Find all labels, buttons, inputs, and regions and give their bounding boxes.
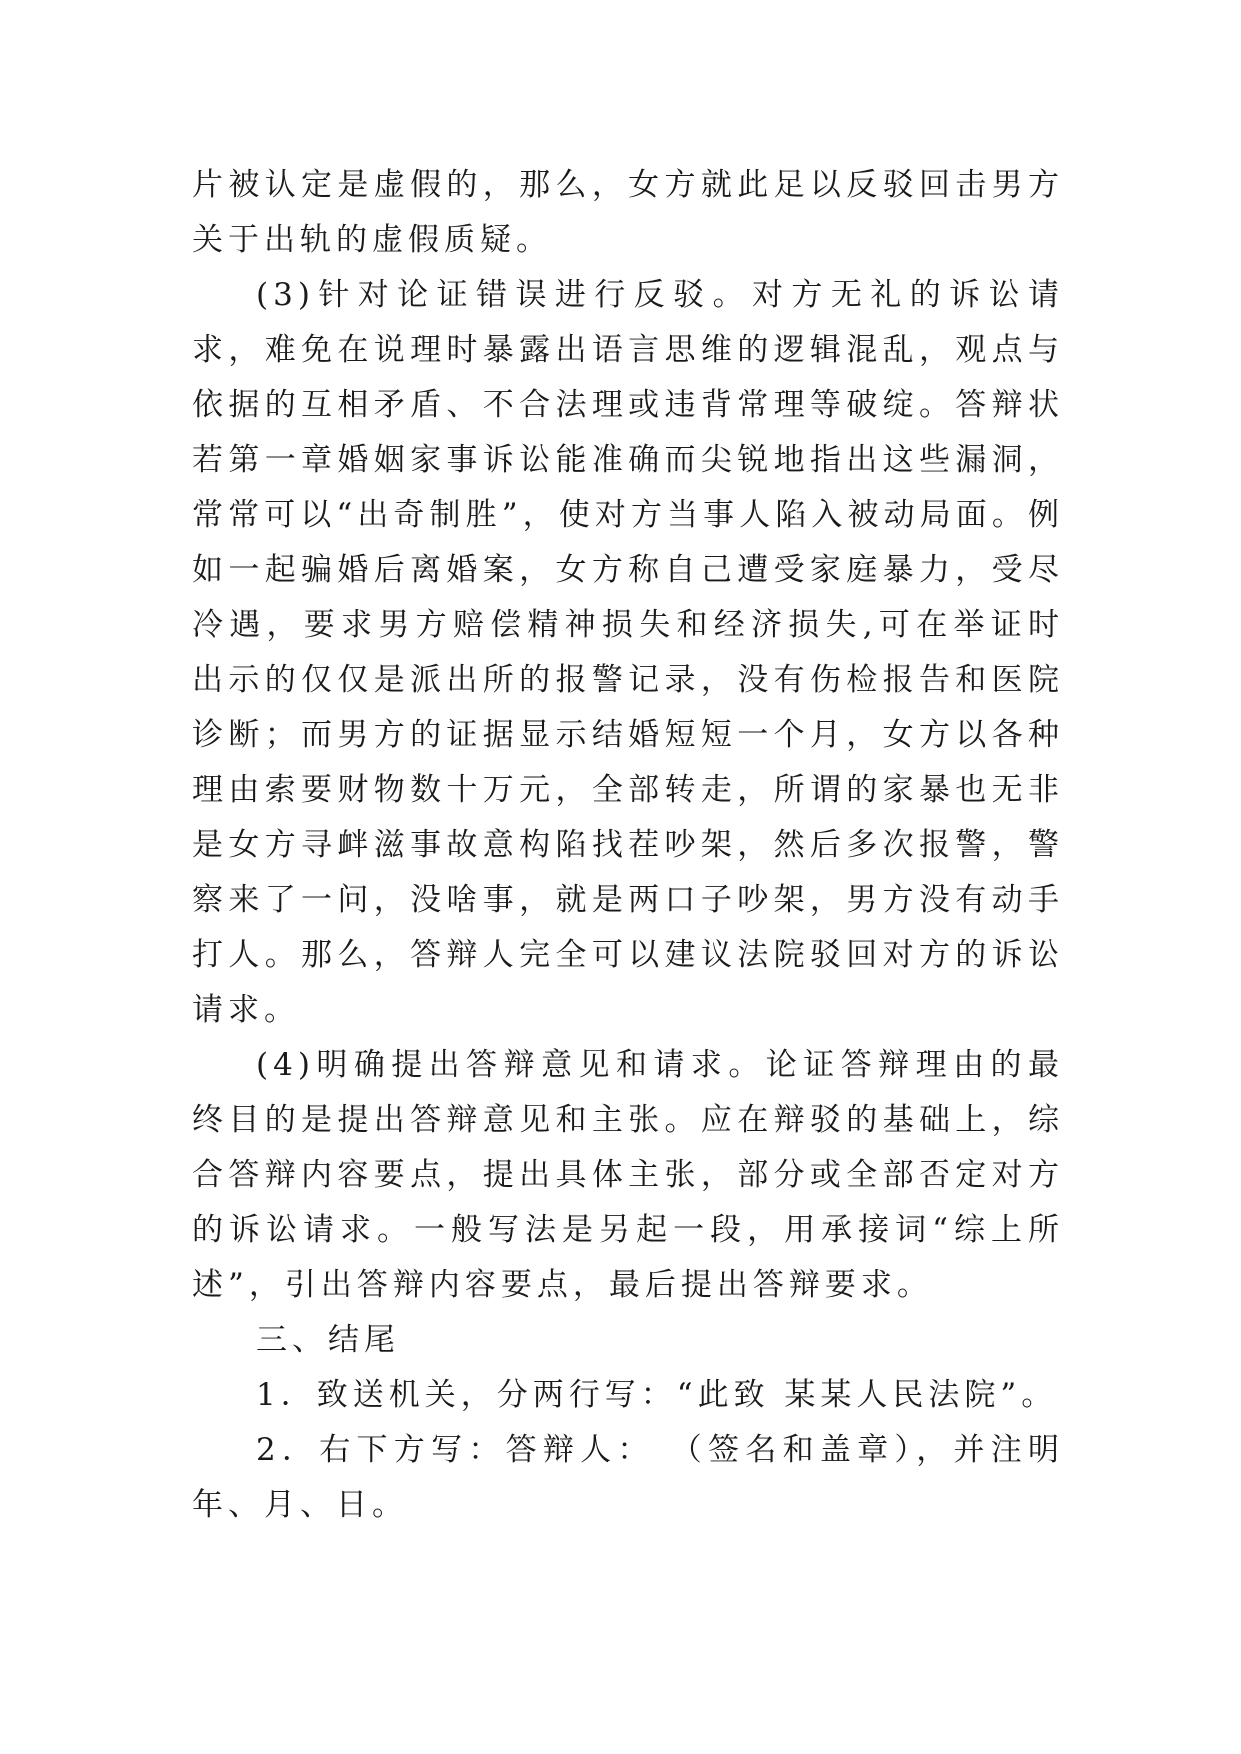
section-heading-ending: 三、结尾 xyxy=(256,1322,400,1358)
paragraph-continuation: 片被认定是虚假的，那么，女方就此足以反驳回击男方关于出轨的虚假质疑。 xyxy=(192,167,1064,258)
document-body xyxy=(192,158,1064,1533)
paragraph-point-3-rebuttal: (3)针对论证错误进行反驳。对方无礼的诉讼请求，难免在说理时暴露出语言思维的逻辑混乱，观点与依据的互相矛盾、不合法理或违背常理等破绽。答辩状若第一章婚姻家事诉讼能准确而尖锐地指出这些漏洞，常常可以“出奇制胜”，使对方当事人陷入被动局面。例如一起骗婚后离婚案，女方称自己遭受家庭暴力，受尽冷遇，要求男方赔偿精神损失和经济损失,可在举证时出示的仅仅是派出所的报警记录，没有伤检报告和医院诊断；而男方的证据显示结婚短短一个月，女方以各种理由索要财物数十万元，全部转走，所谓的家暴也无非是女方寻衅滋事故意构陷找茬吵架，然后多次报警，警察来了一问，没啥事，就是两口子吵架，男方没有动手打人。那么，答辩人完全可以建议法院驳回对方的诉讼请求。 xyxy=(192,277,1064,1028)
paragraph-point-4-opinion: (4)明确提出答辩意见和请求。论证答辩理由的最终目的是提出答辩意见和主张。应在辩驳的基础上，综合答辩内容要点，提出具体主张，部分或全部否定对方的诉讼请求。一般写法是另起一段，用承接词“综上所述”，引出答辩内容要点，最后提出答辩要求。 xyxy=(192,1047,1064,1303)
paragraph-ending-item-2: 2．右下方写：答辩人： （签名和盖章），并注明年、月、日。 xyxy=(192,1432,1064,1523)
paragraph-ending-item-1: 1．致送机关，分两行写：“此致 某某人民法院”。 xyxy=(256,1377,1058,1413)
